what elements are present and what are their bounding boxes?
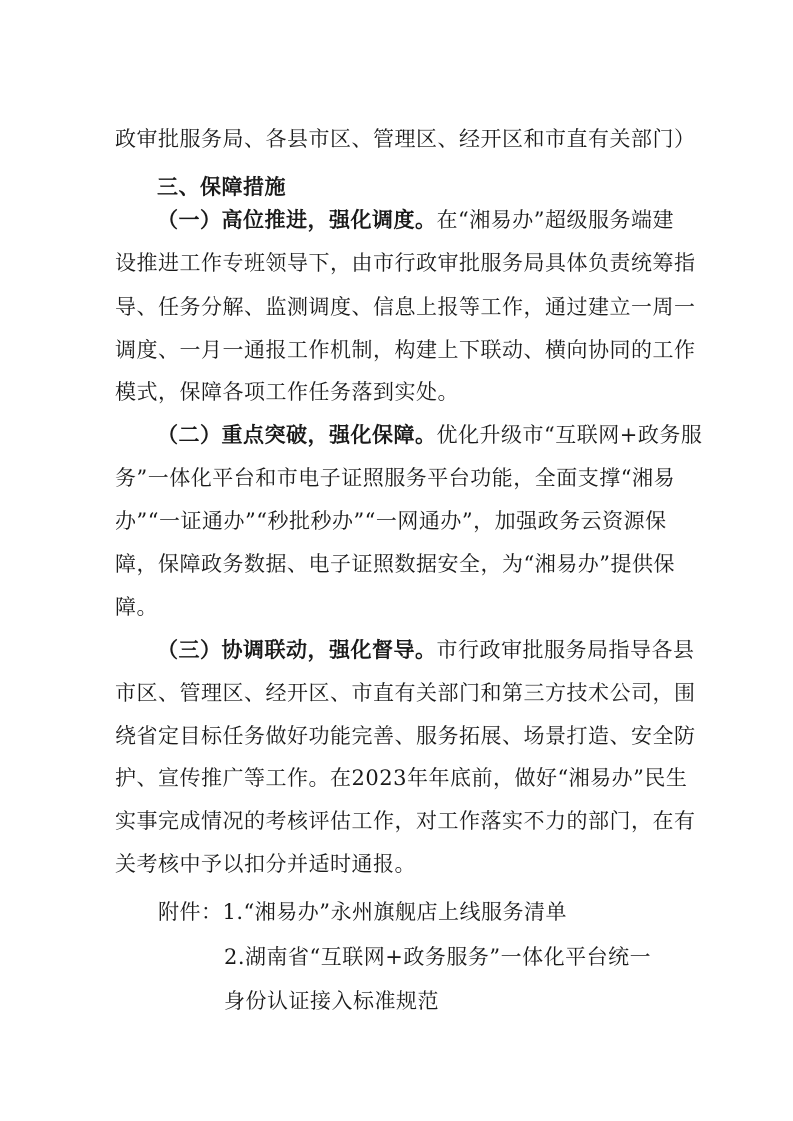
paragraph-3-line-3: 绕省定目标任务做好功能完善、服务拓展、场景打造、安全防 [115,724,696,748]
paragraph-3-line-6: 关考核中予以扣分并适时通报。 [115,852,416,876]
paragraph-2-first-line [157,420,737,450]
paragraph-2-line-1: 优化升级市“互联网+政务服 [436,423,703,447]
paragraph-1-first-line [157,205,737,235]
paragraph-3-line-5: 实事完成情况的考核评估工作，对工作落实不力的部门，在有 [115,809,696,833]
paragraph-2-title: （二）重点突破，强化保障。 [157,423,437,447]
paragraph-1-line-2: 设推进工作专班领导下，由市行政审批服务局具体负责统筹指 [115,251,696,275]
attachment-item-1: 1.“湘易办”永州旗舰店上线服务清单 [222,900,568,924]
paragraph-2-line-5: 障。 [115,595,158,619]
paragraph-1-line-3: 导、任务分解、监测调度、信息上报等工作，通过建立一周一 [115,295,696,319]
paragraph-2-line-2: 务”一体化平台和市电子证照服务平台功能，全面支撑“湘易 [115,466,675,490]
intro-line: 政审批服务局、各县市区、管理区、经开区和市直有关部门） [115,127,696,151]
paragraph-2-line-4: 障，保障政务数据、电子证照数据安全，为“湘易办”提供保 [115,552,675,576]
attachments-label: 附件： [158,900,223,924]
paragraph-2-line-3: 办”“一证通办”“秒批秒办”“一网通办”，加强政务云资源保 [115,509,667,533]
paragraph-1-line-5: 模式，保障各项工作任务落到实处。 [115,380,459,404]
attachment-item-2: 2.湖南省“互联网+政务服务”一体化平台统一 [224,945,652,969]
paragraph-1-line-1: 在“湘易办”超级服务端建 [436,208,674,232]
paragraph-3-first-line [157,635,737,665]
paragraph-3-title: （三）协调联动，强化督导。 [157,638,437,662]
attachment-item-2-continued: 身份认证接入标准规范 [224,989,439,1013]
paragraph-3-line-2: 市区、管理区、经开区、市直有关部门和第三方技术公司，围 [115,681,696,705]
paragraph-1-title: （一）高位推进，强化调度。 [157,208,437,232]
attachments-first-line [158,897,738,927]
paragraph-3-line-4: 护、宣传推广等工作。在2023年年底前，做好“湘易办”民生 [115,766,688,790]
section-heading: 三、保障措施 [157,175,286,199]
paragraph-3-line-1: 市行政审批服务局指导各县 [436,638,695,662]
paragraph-1-line-4: 调度、一月一通报工作机制，构建上下联动、横向协同的工作 [115,338,696,362]
